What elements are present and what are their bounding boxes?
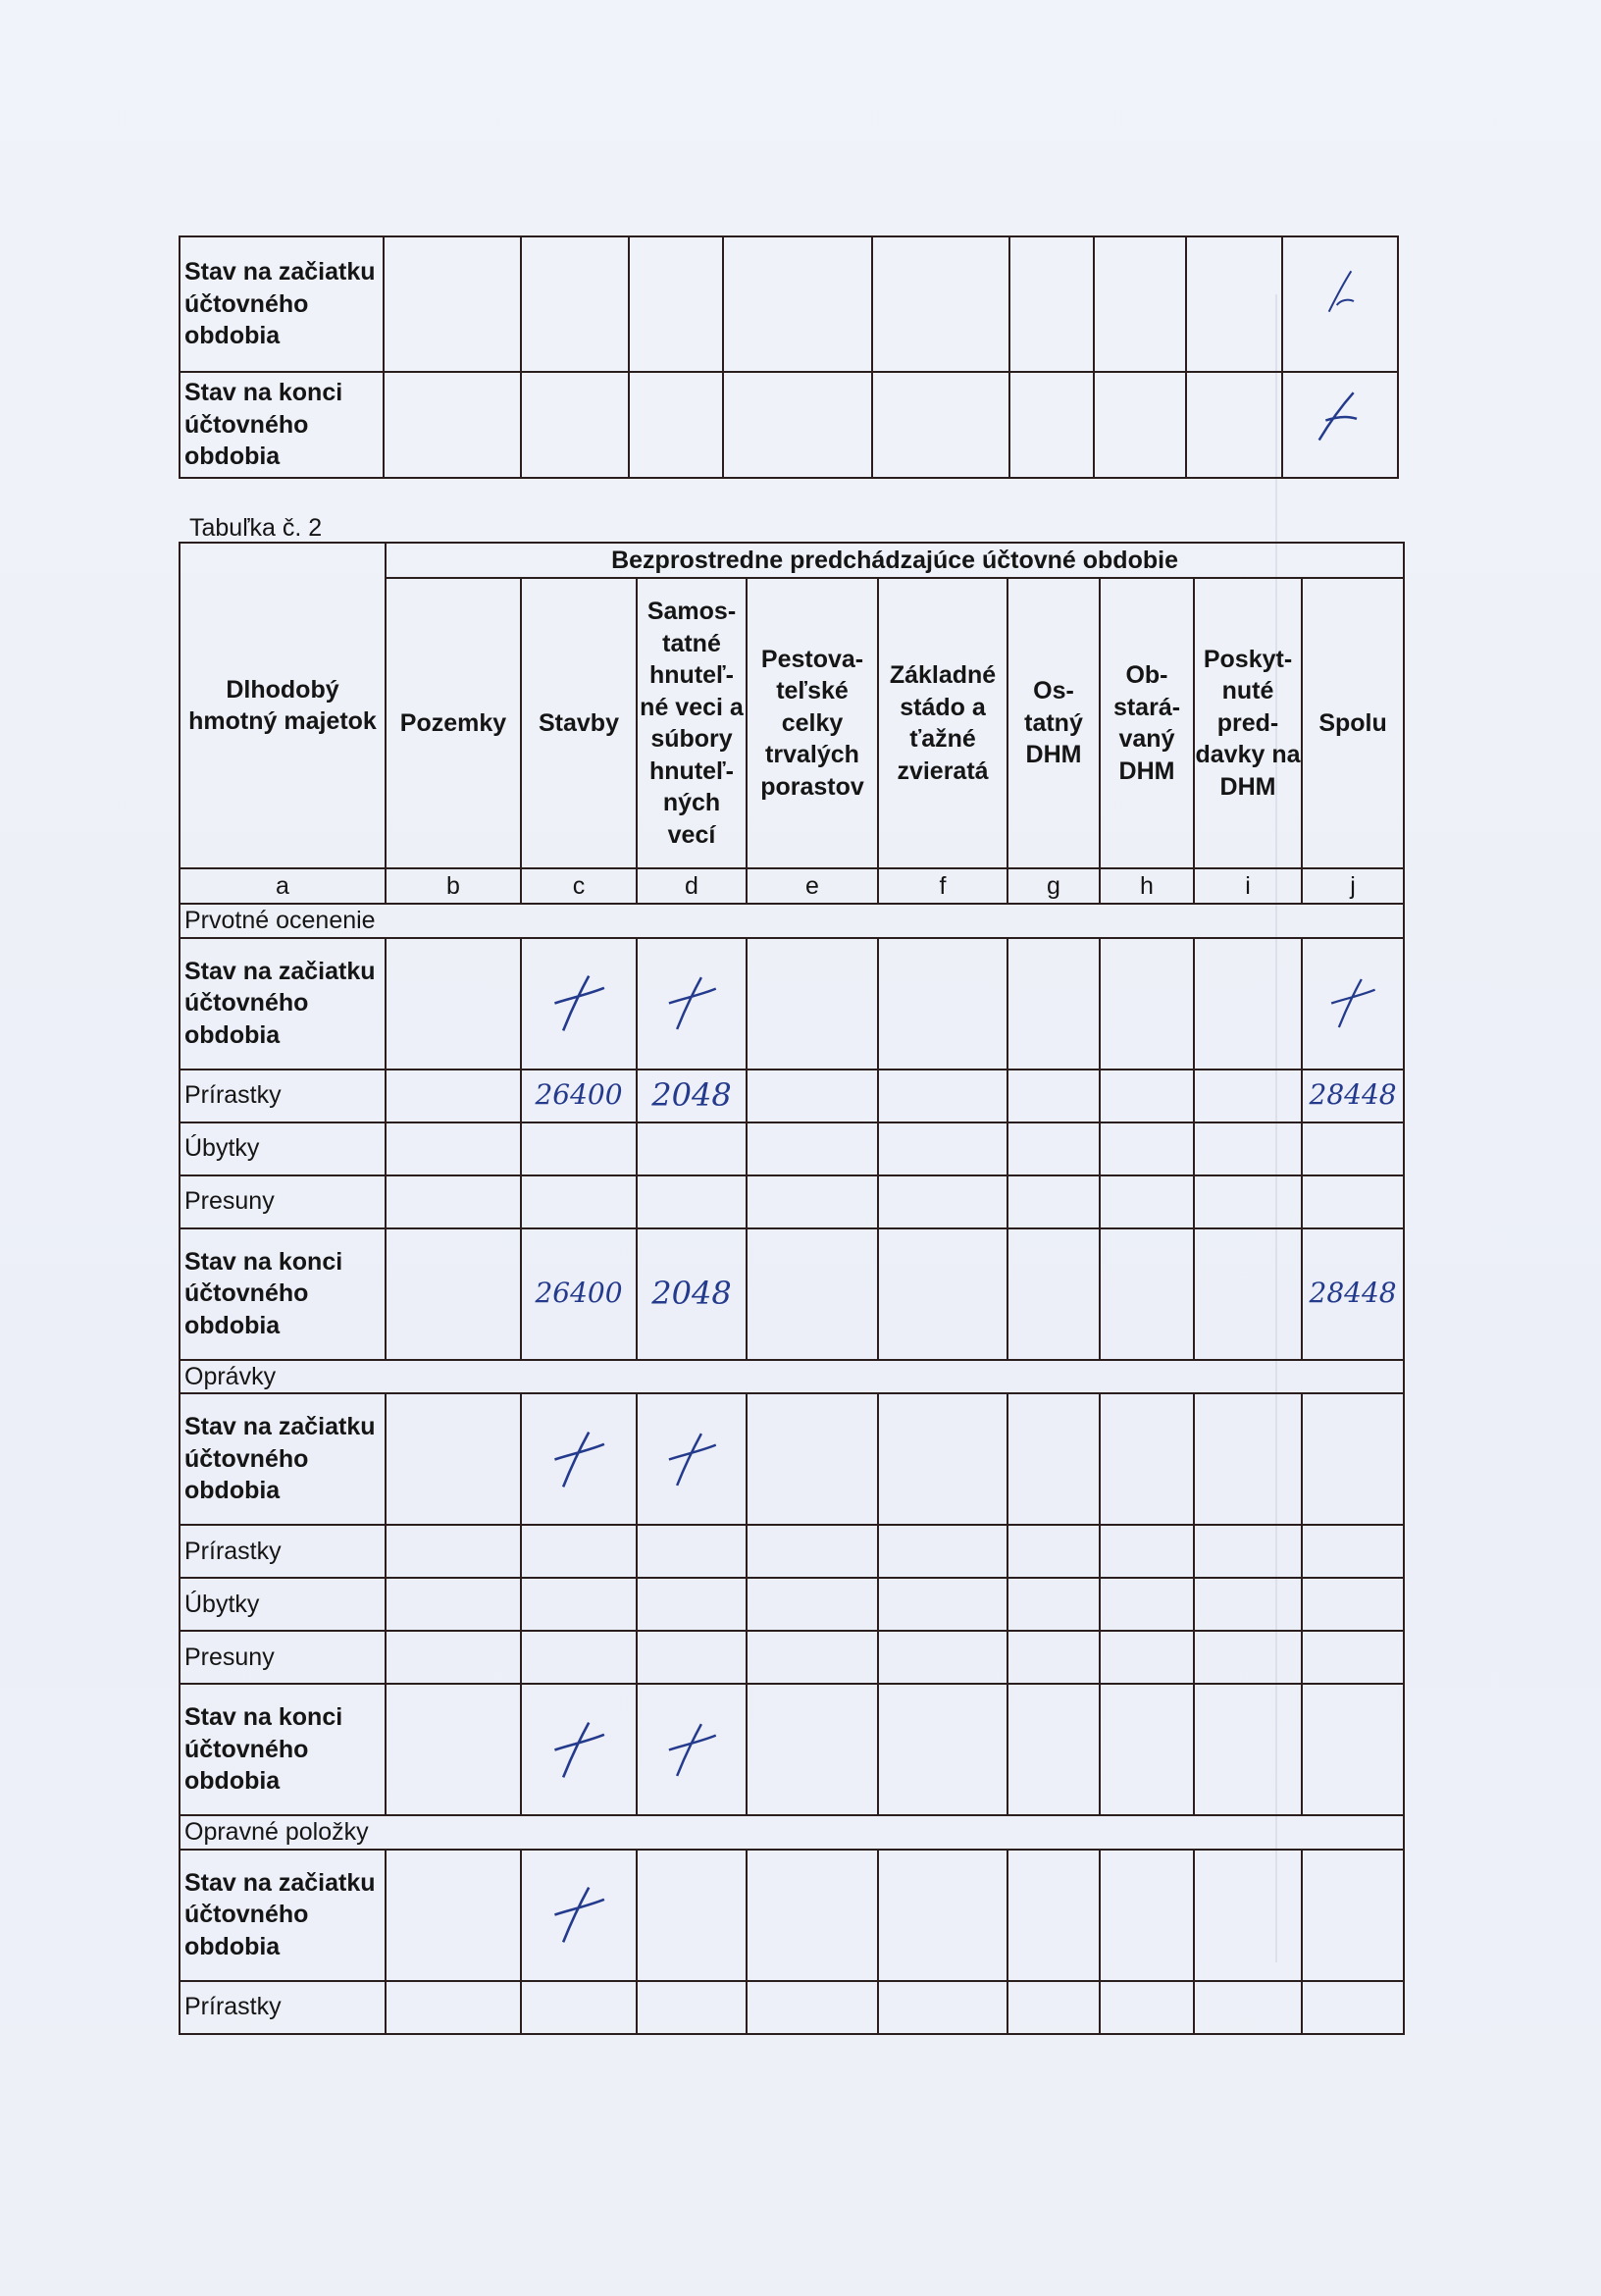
value-cell-f [878, 938, 1007, 1070]
column-letters-row [180, 868, 1404, 904]
value-cell-j [1302, 1393, 1404, 1525]
value-cell-h [1100, 1175, 1194, 1228]
col-header: Pozemky [386, 578, 521, 868]
value-cell-c [521, 1631, 637, 1684]
value-cell-c [521, 1684, 637, 1815]
col-header: Stavby [521, 578, 637, 868]
table-row [180, 1631, 1404, 1684]
handwritten-tick-icon [659, 1415, 724, 1504]
value-cell-h [1100, 1578, 1194, 1631]
section-title-row [180, 1815, 1404, 1850]
table-row [180, 1850, 1404, 1981]
handwritten-tick-icon [544, 1870, 613, 1959]
value-cell-j [1302, 1525, 1404, 1578]
row-label: Stav na konci účtovného obdobia [180, 1684, 386, 1815]
table-row [180, 1175, 1404, 1228]
value-cell-e [747, 1122, 878, 1175]
value-cell-g [1007, 938, 1100, 1070]
col-letter: h [1100, 868, 1194, 904]
table-row [180, 1578, 1404, 1631]
handwritten-tick-icon [659, 1705, 724, 1795]
value-cell-h [1100, 938, 1194, 1070]
value-cell-d [637, 1228, 747, 1360]
value-cell-b [386, 938, 521, 1070]
value-cell-g [1007, 1525, 1100, 1578]
handwritten-value: 28448 [1309, 1078, 1397, 1112]
value-cell-b [386, 1850, 521, 1981]
value-cell-e [747, 1684, 878, 1815]
value-cell-h [1100, 1981, 1194, 2034]
value-cell-i [1194, 1850, 1302, 1981]
value-cell-f [878, 1525, 1007, 1578]
value-cell-e [747, 1228, 878, 1360]
value-cell-i [1194, 1684, 1302, 1815]
value-cell-f [878, 1684, 1007, 1815]
table-row [180, 1122, 1404, 1175]
top-row-start [180, 236, 1398, 372]
row-label: Stav na začiatku účtovného obdobia [180, 1393, 386, 1525]
col-header: Os-tatný DHM [1007, 578, 1100, 868]
table-row [180, 1981, 1404, 2034]
value-cell-b [386, 1981, 521, 2034]
value-cell-e [747, 1850, 878, 1981]
handwritten-tick-icon [1322, 959, 1382, 1048]
value-cell-d [637, 1850, 747, 1981]
section-title: Prvotné ocenenie [180, 904, 1404, 938]
handwritten-tick-icon [1313, 384, 1362, 462]
col-letter: g [1007, 868, 1100, 904]
value-cell-d [637, 1684, 747, 1815]
value-cell-g [1007, 1684, 1100, 1815]
value-cell-i [1194, 938, 1302, 1070]
section-title: Opravné položky [180, 1815, 1404, 1850]
fixed-assets-table [179, 542, 1405, 2035]
row-label: Stav na začiatku účtovného obdobia [180, 938, 386, 1070]
value-cell-j [1302, 1228, 1404, 1360]
value-cell-h [1100, 1228, 1194, 1360]
value-cell-j [1302, 1981, 1404, 2034]
value-cell-f [878, 1631, 1007, 1684]
value-cell-c [521, 1228, 637, 1360]
value-cell-c [521, 1070, 637, 1122]
value-cell-c [521, 1393, 637, 1525]
value-cell-i [1194, 1228, 1302, 1360]
value-cell-i [1194, 1578, 1302, 1631]
value-cell-c [521, 938, 637, 1070]
value-cell-e [747, 1175, 878, 1228]
table-row [180, 1393, 1404, 1525]
value-cell-g [1007, 1122, 1100, 1175]
handwritten-value: 26400 [535, 1277, 623, 1310]
table-row [180, 1525, 1404, 1578]
value-cell-c [521, 1122, 637, 1175]
value-cell-d [637, 1070, 747, 1122]
handwritten-tick-icon [1322, 256, 1362, 335]
section-title-row [180, 904, 1404, 938]
value-cell-b [386, 1228, 521, 1360]
value-cell-i [1194, 1122, 1302, 1175]
value-cell-f [878, 1228, 1007, 1360]
value-cell-f [878, 1070, 1007, 1122]
value-cell-j [1302, 1175, 1404, 1228]
top-row-end [180, 372, 1398, 478]
value-cell-b [386, 1175, 521, 1228]
value-cell-d [637, 1981, 747, 2034]
value-cell-d [637, 1175, 747, 1228]
value-cell-d [637, 1578, 747, 1631]
row-label: Stav na konci účtovného obdobia [180, 372, 384, 478]
value-cell-f [878, 1122, 1007, 1175]
value-cell-b [386, 1525, 521, 1578]
value-cell-e [747, 1631, 878, 1684]
value-cell-h [1100, 1122, 1194, 1175]
col-letter: d [637, 868, 747, 904]
value-cell-b [386, 1393, 521, 1525]
value-cell-j [1302, 1684, 1404, 1815]
section-title: Oprávky [180, 1360, 1404, 1394]
col-letter: e [747, 868, 878, 904]
value-cell-e [747, 1578, 878, 1631]
value-cell-b [386, 1631, 521, 1684]
col-header: Spolu [1302, 578, 1404, 868]
period-header: Bezprostredne predchádzajúce účtovné obdobie [386, 543, 1404, 578]
value-cell-e [747, 938, 878, 1070]
value-cell-d [637, 938, 747, 1070]
handwritten-tick-icon [659, 959, 724, 1048]
value-cell-g [1007, 1578, 1100, 1631]
value-cell-g [1007, 1850, 1100, 1981]
value-cell-j [1302, 1850, 1404, 1981]
table-caption: Tabuľka č. 2 [189, 514, 323, 542]
section-title-row [180, 1360, 1404, 1394]
value-cell-g [1007, 1981, 1100, 2034]
col-letter: b [386, 868, 521, 904]
value-cell-c [521, 1525, 637, 1578]
table-row [180, 1228, 1404, 1360]
row-label: Prírastky [180, 1070, 386, 1122]
handwritten-tick-icon [544, 959, 613, 1048]
value-cell-g [1007, 1228, 1100, 1360]
handwritten-tick-icon [544, 1415, 613, 1504]
value-cell-j [1302, 1122, 1404, 1175]
value-cell-h [1100, 1525, 1194, 1578]
row-label: Presuny [180, 1631, 386, 1684]
value-cell-i [1194, 1525, 1302, 1578]
value-cell-e [747, 1070, 878, 1122]
value-cell-b [386, 1578, 521, 1631]
value-cell-d [637, 1525, 747, 1578]
col-header: Pestova-teľské celky trvalých porastov [747, 578, 878, 868]
row-label: Stav na konci účtovného obdobia [180, 1228, 386, 1360]
col-letter: i [1194, 868, 1302, 904]
value-cell-c [521, 1175, 637, 1228]
value-cell-c [521, 1578, 637, 1631]
value-cell-g [1007, 1393, 1100, 1525]
value-cell-j [1302, 1578, 1404, 1631]
value-cell-f [878, 1981, 1007, 2034]
row-label: Úbytky [180, 1122, 386, 1175]
value-cell-e [747, 1981, 878, 2034]
value-cell-d [637, 1122, 747, 1175]
value-cell-j [1302, 1631, 1404, 1684]
col-header: Dlhodobý hmotný majetok [180, 543, 386, 868]
value-cell-d [637, 1393, 747, 1525]
value-cell-b [386, 1684, 521, 1815]
value-cell-d [637, 1631, 747, 1684]
handwritten-value: 26400 [535, 1078, 623, 1112]
value-cell-f [878, 1850, 1007, 1981]
value-cell-j [1302, 1070, 1404, 1122]
value-cell-b [386, 1122, 521, 1175]
handwritten-value: 28448 [1309, 1277, 1397, 1310]
row-label: Úbytky [180, 1578, 386, 1631]
col-header: Ob-stará-vaný DHM [1100, 578, 1194, 868]
row-label: Prírastky [180, 1525, 386, 1578]
value-cell-i [1194, 1070, 1302, 1122]
table-row [180, 1684, 1404, 1815]
col-letter: a [180, 868, 386, 904]
table-row [180, 938, 1404, 1070]
handwritten-value: 2048 [651, 1075, 732, 1114]
value-cell-h [1100, 1393, 1194, 1525]
row-label: Stav na začiatku účtovného obdobia [180, 1850, 386, 1981]
value-cell-f [878, 1393, 1007, 1525]
col-letter: f [878, 868, 1007, 904]
value-cell-i [1194, 1631, 1302, 1684]
value-cell-b [386, 1070, 521, 1122]
handwritten-value: 2048 [651, 1274, 732, 1312]
value-cell-h [1100, 1684, 1194, 1815]
value-cell-i [1194, 1393, 1302, 1525]
col-letter: c [521, 868, 637, 904]
handwritten-tick-icon [544, 1705, 613, 1795]
value-cell-g [1007, 1175, 1100, 1228]
value-cell-f [878, 1578, 1007, 1631]
row-label: Presuny [180, 1175, 386, 1228]
value-cell-g [1007, 1631, 1100, 1684]
top-continuation-table [179, 235, 1399, 479]
value-cell-h [1100, 1631, 1194, 1684]
value-cell-c [521, 1850, 637, 1981]
value-cell-i [1194, 1175, 1302, 1228]
value-cell-h [1100, 1070, 1194, 1122]
col-header: Základné stádo a ťažné zvieratá [878, 578, 1007, 868]
value-cell-j [1302, 938, 1404, 1070]
value-cell-h [1100, 1850, 1194, 1981]
value-cell-g [1007, 1070, 1100, 1122]
value-cell-i [1194, 1981, 1302, 2034]
col-letter: j [1302, 868, 1404, 904]
value-cell-f [878, 1175, 1007, 1228]
table-row [180, 1070, 1404, 1122]
row-label: Stav na začiatku účtovného obdobia [180, 236, 384, 372]
col-header: Samos-tatné hnuteľ-né veci a súbory hnuteľ-ných vecí [637, 578, 747, 868]
value-cell-e [747, 1393, 878, 1525]
row-label: Prírastky [180, 1981, 386, 2034]
value-cell-c [521, 1981, 637, 2034]
value-cell-e [747, 1525, 878, 1578]
col-header: Poskyt-nuté pred-davky na DHM [1194, 578, 1302, 868]
